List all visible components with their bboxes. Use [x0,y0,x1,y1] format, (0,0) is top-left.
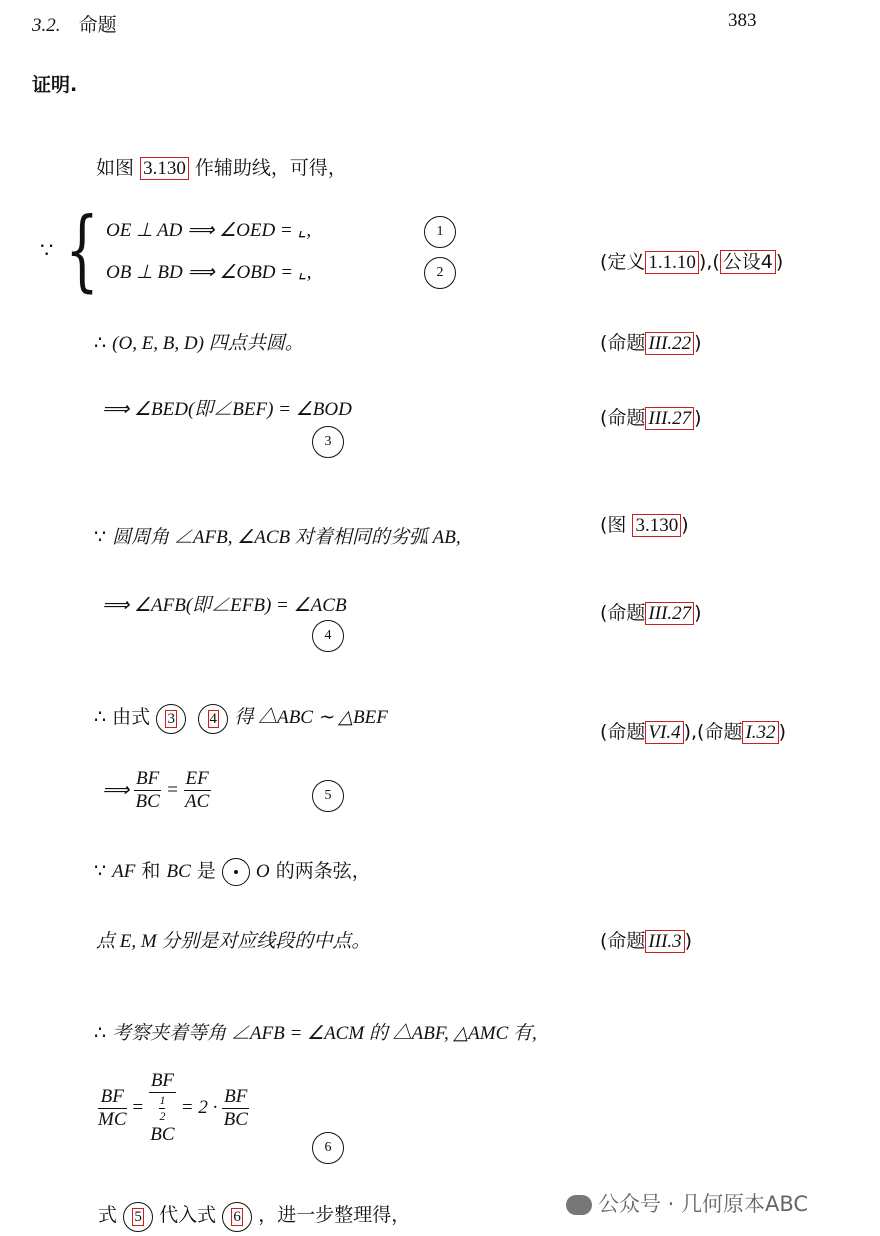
ref-row-3: (命题 III.27 ) [600,407,702,429]
circled-2: 2 [424,257,456,289]
ref-prop-III22[interactable]: III.22 [645,332,694,355]
ref-row-5: (命题 III.27 ) [600,602,702,624]
circled-1: 1 [424,216,456,248]
proof-label: 证明. [32,74,78,96]
intro-text-b: 作辅助线，可得， [194,157,347,179]
wechat-watermark: 公众号 · 几何原本ABC [566,1188,808,1218]
ref-def-1110[interactable]: 1.1.10 [645,251,699,274]
circled-3: 3 [312,426,344,458]
concyclic-line: ∴ (O, E, B, D) 四点共圆。 [94,333,304,354]
ref-row-6: (命题 VI.4 ),(命题 I.32 ) [600,721,786,743]
ref-prop-VI4[interactable]: VI.4 [645,721,683,744]
eq-ob-bd: OB ⊥ BD ⟹ ∠OBD = ⌞, [106,262,312,283]
ref-prop-III27-b[interactable]: III.27 [645,602,694,625]
ratio-eq-6: $\frac{BF}{MC}$ = BF $\frac{1}{2}$ BC = 2 · $\frac{BF}{BC}$ [98,1070,248,1145]
circle-dot-icon [222,858,250,886]
angle-afb-line: ⟹ ∠AFB(即∠EFB) = ∠ACB [102,595,347,616]
eq-oe-ad: OE ⊥ AD ⟹ ∠OED = ⌞, [106,220,312,241]
ref-fig-3130-b[interactable]: 3.130 [632,514,681,537]
ref-prop-III27-a[interactable]: III.27 [645,407,694,430]
ref-eq-6[interactable]: 6 [233,1209,241,1225]
similar-triangles-line: ∴ 由式 3 4 得 △ABC ∼ △BEF [94,702,388,734]
ratio-eq-5: ⟹ $\frac{BF}{BC}$ = $\frac{EF}{AC}$ [102,768,210,812]
page-number: 383 [728,10,757,31]
ref-row-1: (定义 1.1.10 ),( 公设4 ) [600,251,784,273]
ref-prop-I32[interactable]: I.32 [742,721,778,744]
intro-text-a: 如图 [96,157,135,179]
circled-4: 4 [312,620,344,652]
ref-eq-5[interactable]: 5 [134,1209,142,1225]
page-header [32,10,117,37]
ref-fig-3130[interactable]: 3.130 [140,157,189,180]
angle-bed-line: ⟹ ∠BED(即∠BEF) = ∠BOD [102,399,352,420]
ref-postulate-4[interactable]: 公设4 [720,250,776,274]
section-title: 命题 [78,14,117,36]
midpoints-line: 点 E, M 分别是对应线段的中点。 [96,931,371,952]
ref-eq-3[interactable]: 3 [167,711,175,727]
ref-prop-III3[interactable]: III.3 [645,930,684,953]
because-symbol: ∵ [40,238,54,262]
substitution-line: 式 5 代入式 6 ，进一步整理得， [98,1200,410,1232]
equal-angles-line: ∴ 考察夹着等角 ∠AFB = ∠ACM 的 △ABF, △AMC 有, [94,1023,537,1044]
wechat-icon [566,1195,592,1215]
circled-6: 6 [312,1132,344,1164]
ref-row-2: (命题 III.22 ) [600,332,702,354]
inscribed-angle-line: ∵ 圆周角 ∠AFB, ∠ACB 对着相同的劣弧 AB, [94,527,461,548]
ref-row-4: (图 3.130 ) [600,514,689,536]
left-brace: { [65,198,99,301]
section-number: 3.2. [32,15,61,36]
chords-line: ∵ AF 和 BC 是 O 的两条弦， [94,856,371,886]
ref-row-8: (命题 III.3 ) [600,930,693,952]
ref-eq-4[interactable]: 4 [209,711,218,727]
circled-5: 5 [312,780,344,812]
intro-line [96,153,347,180]
